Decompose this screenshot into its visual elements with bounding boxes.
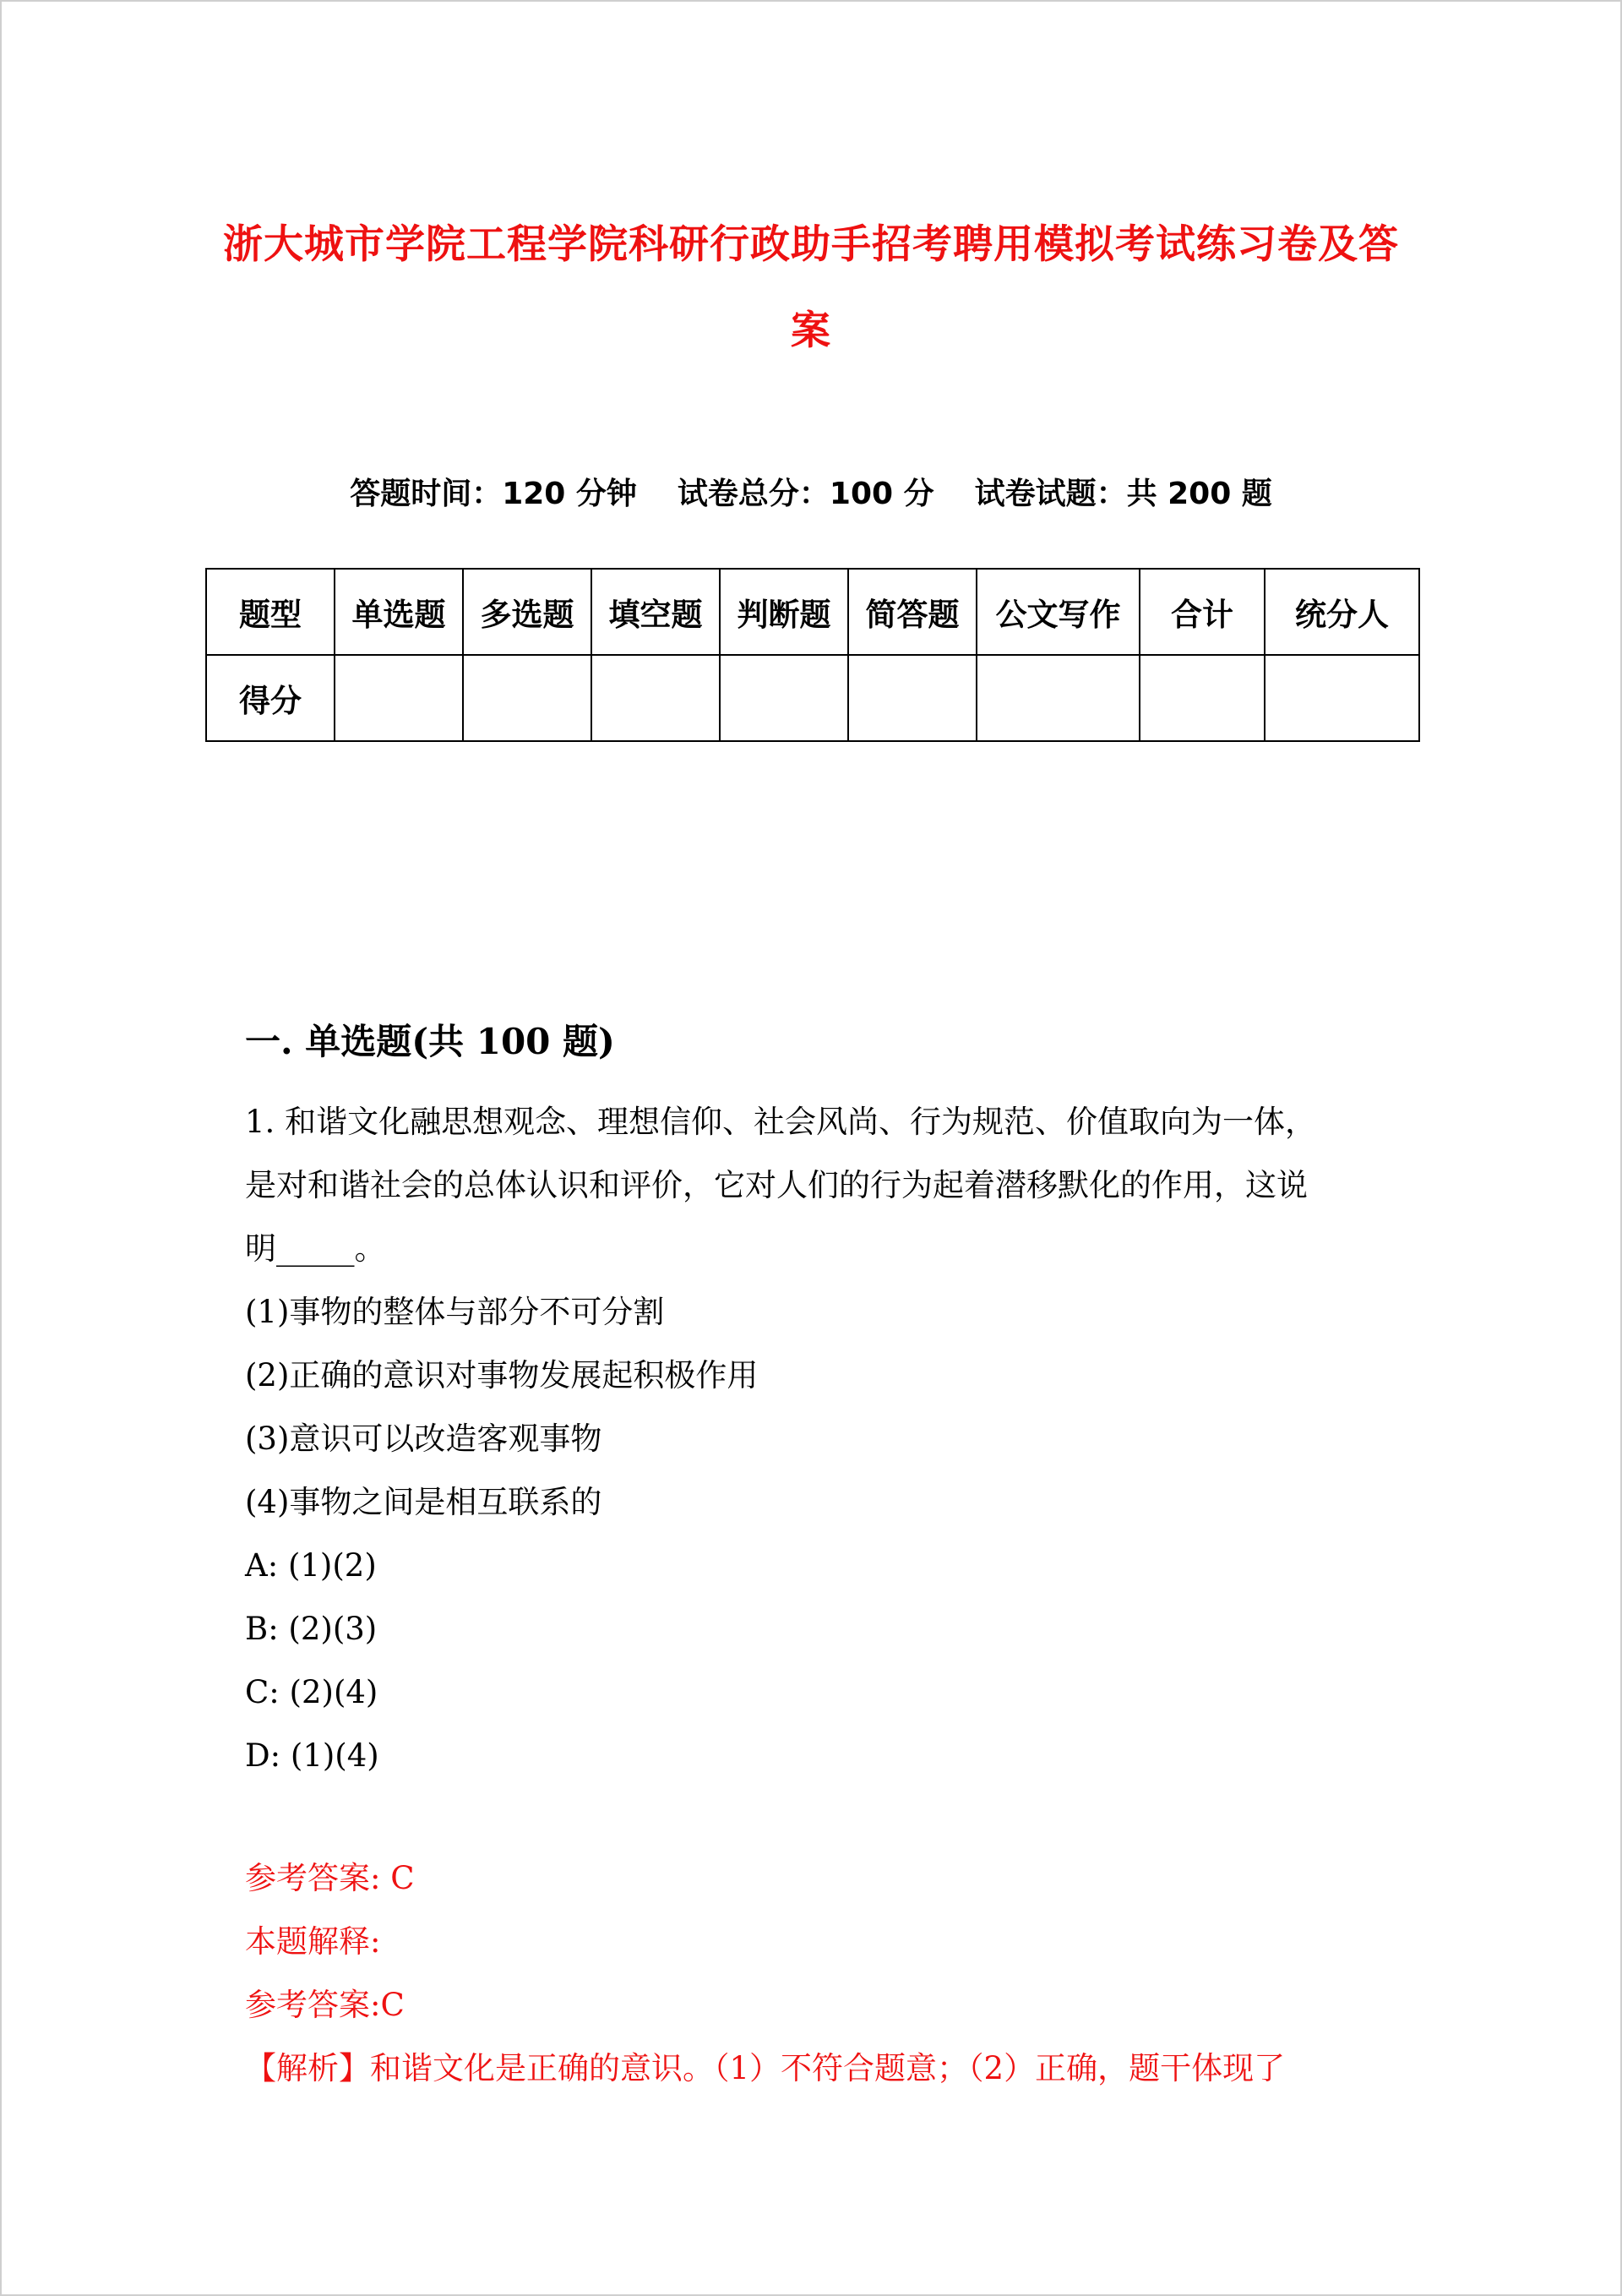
option-b[interactable]: B: (2)(3) [245,1611,378,1647]
score-table-header-cell: 合计 [1140,569,1265,655]
score-cell[interactable] [463,655,591,741]
question-block [245,1090,1377,1787]
page-title: 浙大城市学院工程学院科研行政助手招考聘用模拟考试练习卷及答 [223,221,1399,268]
reference-answer: 参考答案: C [245,1860,415,1896]
score-cell[interactable] [591,655,720,741]
exam-total-score: 试卷总分：100 分 [677,477,934,511]
score-table-header-cell: 题型 [206,569,335,655]
score-table-header-cell: 简答题 [848,569,977,655]
score-cell[interactable] [1265,655,1419,741]
option-a[interactable]: A: (1)(2) [245,1547,377,1584]
score-table-header-cell: 多选题 [463,569,591,655]
score-table [205,568,1420,742]
question-statement: (3)意识可以改造客观事物 [245,1421,602,1457]
score-table-score-row [206,655,1419,741]
score-cell[interactable] [848,655,977,741]
option-c[interactable]: C: (2)(4) [245,1674,378,1710]
score-cell[interactable] [977,655,1140,741]
score-row-label: 得分 [206,655,335,741]
reference-answer-repeat: 参考答案:C [245,1987,405,2023]
page-title-continued: 案 [791,308,831,354]
score-table-header-cell: 判断题 [720,569,848,655]
question-statement: (4)事物之间是相互联系的 [245,1484,602,1520]
exam-time: 答题时间：120 分钟 [350,477,637,511]
score-table-header-cell: 填空题 [591,569,720,655]
score-cell[interactable] [335,655,463,741]
section-heading: 一. 单选题(共 100 题) [245,1021,615,1062]
score-cell[interactable] [1140,655,1265,741]
option-d[interactable]: D: (1)(4) [245,1737,379,1774]
score-table-header-row [206,569,1419,655]
answer-block [245,1846,1377,2100]
question-stem-line: 1. 和谐文化融思想观念、理想信仰、社会风尚、行为规范、价值取向为一体， [245,1104,1317,1140]
score-cell[interactable] [720,655,848,741]
question-stem-line: 是对和谐社会的总体认识和评价，它对人们的行为起着潜移默化的作用，这说 [245,1167,1308,1203]
question-stem-line: 明_____。 [245,1230,386,1267]
explanation-label: 本题解释: [245,1923,381,1960]
score-table-header-cell: 单选题 [335,569,463,655]
question-statement: (1)事物的整体与部分不可分割 [245,1294,665,1330]
question-statement: (2)正确的意识对事物发展起积极作用 [245,1357,759,1393]
exam-info [211,470,1411,513]
score-table-header-cell: 公文写作 [977,569,1140,655]
score-table-header-cell: 统分人 [1265,569,1419,655]
exam-question-count: 试卷试题：共 200 题 [974,477,1272,511]
analysis-text: 【解析】和谐文化是正确的意识。（1）不符合题意；（2）正确，题干体现了 [245,2050,1286,2086]
